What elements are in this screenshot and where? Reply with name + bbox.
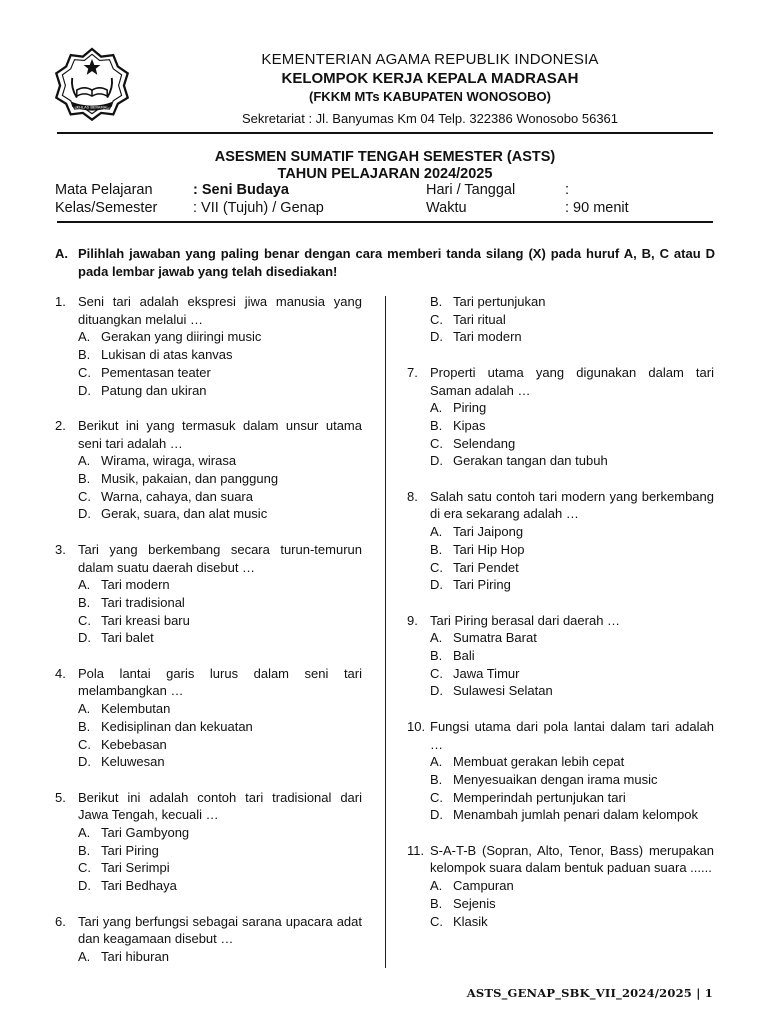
answer-option — [78, 700, 362, 718]
option-text: Tari Hip Hop — [453, 541, 525, 557]
option-letter: A. — [430, 400, 443, 416]
answer-option — [430, 895, 714, 913]
option-letter: D. — [430, 453, 443, 469]
option-letter: A. — [78, 577, 91, 593]
option-letter: D. — [430, 577, 443, 593]
answer-option — [78, 594, 362, 612]
option-text: Tari modern — [101, 577, 170, 593]
answer-option — [78, 877, 362, 895]
exam-name: ASESMEN SUMATIF TENGAH SEMESTER (ASTS) — [214, 149, 556, 165]
answer-option — [78, 576, 362, 594]
questions-right-column — [407, 293, 714, 948]
question-text: Berikut ini adalah contoh tari tradisional dari Jawa Tengah, kecuali … — [78, 789, 362, 823]
option-letter: A. — [430, 630, 443, 646]
question-number: 1. — [55, 294, 66, 309]
answer-option — [78, 382, 362, 400]
answer-option — [78, 452, 362, 470]
option-letter: B. — [78, 842, 91, 858]
option-letter: B. — [78, 347, 91, 363]
answer-option — [430, 576, 714, 594]
option-text: Lukisan di atas kanvas — [101, 347, 233, 363]
option-letter: D. — [78, 506, 91, 522]
option-text: Keluwesan — [101, 754, 165, 770]
option-text: Patung dan ukiran — [101, 382, 207, 398]
option-text: Sumatra Barat — [453, 630, 537, 646]
answer-option — [78, 824, 362, 842]
answer-option — [78, 364, 362, 382]
question-number: 8. — [407, 488, 418, 504]
answer-option — [430, 523, 714, 541]
question-text: S-A-T-B (Sopran, Alto, Tenor, Bass) merupakan kelompok suara dalam bentuk paduan suara ...... — [430, 842, 714, 876]
option-letter: C. — [78, 488, 91, 504]
answer-option — [78, 488, 362, 506]
option-letter: D. — [430, 683, 443, 699]
option-text: Tari Piring — [453, 577, 511, 593]
answer-option — [78, 505, 362, 523]
kemenag-emblem-icon — [54, 46, 130, 122]
option-letter: C. — [78, 364, 91, 380]
subject-value: : Seni Budaya — [193, 182, 289, 198]
option-letter: D. — [78, 382, 91, 398]
option-text: Kelembutan — [101, 701, 171, 717]
option-text: Bali — [453, 648, 475, 664]
option-text: Klasik — [453, 913, 488, 929]
answer-option — [78, 842, 362, 860]
answer-option — [430, 417, 714, 435]
answer-option — [430, 629, 714, 647]
meta-divider — [57, 221, 713, 223]
option-text: Tari hiburan — [101, 948, 169, 964]
option-text: Jawa Timur — [453, 665, 520, 681]
question-item — [55, 913, 362, 966]
option-text: Tari Jaipong — [453, 524, 524, 540]
answer-option — [78, 328, 362, 346]
option-text: Tari tradisional — [101, 594, 185, 610]
option-text: Membuat gerakan lebih cepat — [453, 754, 625, 770]
option-letter: D. — [430, 329, 443, 345]
option-letter: C. — [430, 913, 443, 929]
question-text: Tari yang berkembang secara turun-temurun dalam suatu daerah disebut … — [78, 541, 362, 575]
answer-option — [430, 682, 714, 700]
question-text: Pola lantai garis lurus dalam seni tari melambangkan … — [78, 665, 362, 699]
option-text: Tari Bedhaya — [101, 878, 177, 894]
answer-option — [430, 399, 714, 417]
instruction-text: Pilihlah jawaban yang paling benar dengan cara memberi tanda silang (X) pada huruf A, B, C atau D pada lembar jawab yang telah disediakan! — [78, 246, 715, 279]
option-text: Pementasan teater — [101, 364, 211, 380]
question-text: Salah satu contoh tari modern yang berkembang di era sekarang adalah … — [430, 488, 714, 522]
option-letter: A. — [78, 329, 91, 345]
question-number: 7. — [407, 364, 418, 380]
day-value: : — [565, 182, 570, 198]
answer-option — [430, 789, 714, 807]
answer-option — [430, 877, 714, 895]
question-text: Seni tari adalah ekspresi jiwa manusia yang dituangkan melalui … — [78, 294, 362, 327]
option-letter: B. — [430, 541, 443, 557]
option-text: Memperindah pertunjukan tari — [453, 789, 626, 805]
time-label: Waktu — [426, 200, 467, 216]
secretariat-address: Sekretariat : Jl. Banyumas Km 04 Telp. 322386 Wonosobo 56361 — [241, 111, 619, 126]
option-letter: A. — [78, 948, 91, 964]
ministry-name: KEMENTERIAN AGAMA REPUBLIK INDONESIA — [261, 51, 599, 68]
organization-subtitle: (FKKM MTs KABUPATEN WONOSOBO) — [309, 89, 551, 104]
question-item — [407, 488, 714, 594]
option-text: Sejenis — [453, 895, 496, 911]
answer-option — [430, 806, 714, 824]
option-letter: C. — [430, 789, 443, 805]
option-letter: A. — [78, 701, 91, 717]
option-text: Tari ritual — [453, 311, 506, 327]
question-item — [407, 364, 714, 470]
option-letter: A. — [430, 524, 443, 540]
exam-title — [57, 149, 713, 183]
option-letter: A. — [78, 453, 91, 469]
question-item — [407, 718, 714, 824]
answer-option — [430, 665, 714, 683]
option-text: Tari modern — [453, 329, 522, 345]
letterhead — [150, 50, 710, 130]
option-text: Menambah jumlah penari dalam kelompok — [453, 807, 698, 823]
option-letter: B. — [430, 895, 443, 911]
option-letter: B. — [430, 417, 443, 433]
answer-option — [430, 435, 714, 453]
instruction-letter: A. — [55, 246, 68, 261]
question-number: 11. — [407, 842, 425, 858]
option-letter: D. — [78, 754, 91, 770]
option-letter: A. — [78, 825, 91, 841]
answer-option — [430, 541, 714, 559]
class-value: : VII (Tujuh) / Genap — [193, 200, 324, 216]
logo-ribbon-text: IKHLAS BERAMAL — [75, 104, 109, 110]
exam-meta — [55, 182, 715, 218]
option-letter: C. — [430, 559, 443, 575]
answer-option — [430, 328, 714, 346]
question-item — [55, 665, 362, 771]
exam-year: TAHUN PELAJARAN 2024/2025 — [277, 166, 493, 182]
question-number: 4. — [55, 665, 66, 681]
question-number: 2. — [55, 417, 66, 433]
option-letter: B. — [78, 718, 91, 734]
answer-option — [430, 311, 714, 329]
question-text: Fungsi utama dari pola lantai dalam tari adalah … — [430, 718, 714, 752]
option-letter: B. — [78, 471, 91, 487]
option-text: Sulawesi Selatan — [453, 683, 553, 699]
option-text: Campuran — [453, 878, 514, 894]
option-letter: C. — [430, 311, 443, 327]
answer-option — [430, 559, 714, 577]
answer-option — [78, 629, 362, 647]
question-item — [407, 612, 714, 701]
answer-option — [78, 859, 362, 877]
option-letter: B. — [430, 648, 443, 664]
instruction — [55, 245, 715, 280]
option-letter: C. — [430, 665, 443, 681]
option-letter: C. — [430, 435, 443, 451]
question-item — [55, 417, 362, 523]
option-letter: D. — [430, 807, 443, 823]
answer-option — [78, 736, 362, 754]
question-text: Berikut ini yang termasuk dalam unsur utama seni tari adalah … — [78, 417, 362, 451]
option-text: Tari pertunjukan — [453, 294, 546, 309]
question-number: 9. — [407, 612, 418, 628]
subject-label: Mata Pelajaran — [55, 182, 153, 198]
answer-option — [78, 753, 362, 771]
option-text: Tari Piring — [101, 842, 159, 858]
answer-option — [78, 346, 362, 364]
question-number: 10. — [407, 718, 426, 734]
answer-option — [430, 452, 714, 470]
option-letter: A. — [430, 878, 443, 894]
option-text: Selendang — [453, 435, 516, 451]
questions-left-column — [55, 293, 362, 983]
option-letter: A. — [430, 754, 443, 770]
option-text: Musik, pakaian, dan panggung — [101, 471, 279, 487]
option-text: Tari Gambyong — [101, 825, 190, 841]
option-letter: D. — [78, 878, 91, 894]
day-label: Hari / Tanggal — [426, 182, 516, 198]
option-text: Tari Pendet — [453, 559, 519, 575]
option-text: Piring — [453, 400, 487, 416]
option-letter: B. — [430, 771, 443, 787]
option-letter: B. — [78, 594, 91, 610]
option-text: Menyesuaikan dengan irama music — [453, 771, 658, 787]
answer-option — [430, 293, 714, 311]
option-text: Tari kreasi baru — [101, 612, 190, 628]
answer-option — [430, 913, 714, 931]
question-item — [55, 293, 362, 399]
class-label: Kelas/Semester — [55, 200, 158, 216]
time-value: : 90 menit — [565, 200, 629, 216]
page-footer: ASTS_GENAP_SBK_VII_2024/2025 | 1 — [466, 986, 713, 1000]
option-text: Gerakan tangan dan tubuh — [453, 453, 608, 469]
option-text: Tari balet — [101, 630, 154, 646]
question-item — [55, 541, 362, 647]
column-divider — [385, 296, 386, 968]
option-text: Kipas — [453, 417, 486, 433]
answer-option — [78, 470, 362, 488]
question-item — [407, 842, 714, 931]
option-text: Kebebasan — [101, 736, 167, 752]
question-text: Tari Piring berasal dari daerah … — [430, 612, 621, 628]
option-letter: D. — [78, 630, 91, 646]
question-number: 6. — [55, 913, 66, 929]
question-number: 3. — [55, 541, 66, 557]
answer-option — [78, 718, 362, 736]
option-text: Kedisiplinan dan kekuatan — [101, 718, 253, 734]
answer-option — [430, 647, 714, 665]
answer-option — [430, 753, 714, 771]
option-text: Tari Serimpi — [101, 860, 170, 876]
header-divider — [57, 132, 713, 134]
question-text: Tari yang berfungsi sebagai sarana upacara adat dan keagamaan disebut … — [78, 913, 362, 947]
option-letter: C. — [78, 736, 91, 752]
answer-option — [78, 948, 362, 966]
option-text: Warna, cahaya, dan suara — [101, 488, 253, 504]
answer-option — [78, 612, 362, 630]
option-letter: C. — [78, 860, 91, 876]
option-letter: C. — [78, 612, 91, 628]
question-6-continued — [407, 293, 714, 346]
organization-name: KELOMPOK KERJA KEPALA MADRASAH — [281, 70, 579, 87]
option-letter: B. — [430, 294, 443, 309]
question-item — [55, 789, 362, 895]
question-number: 5. — [55, 789, 66, 805]
option-text: Gerak, suara, dan alat music — [101, 506, 268, 522]
question-text: Properti utama yang digunakan dalam tari Saman adalah … — [430, 364, 714, 398]
answer-option — [430, 771, 714, 789]
option-text: Wirama, wiraga, wirasa — [101, 453, 237, 469]
option-text: Gerakan yang diiringi music — [101, 329, 262, 345]
